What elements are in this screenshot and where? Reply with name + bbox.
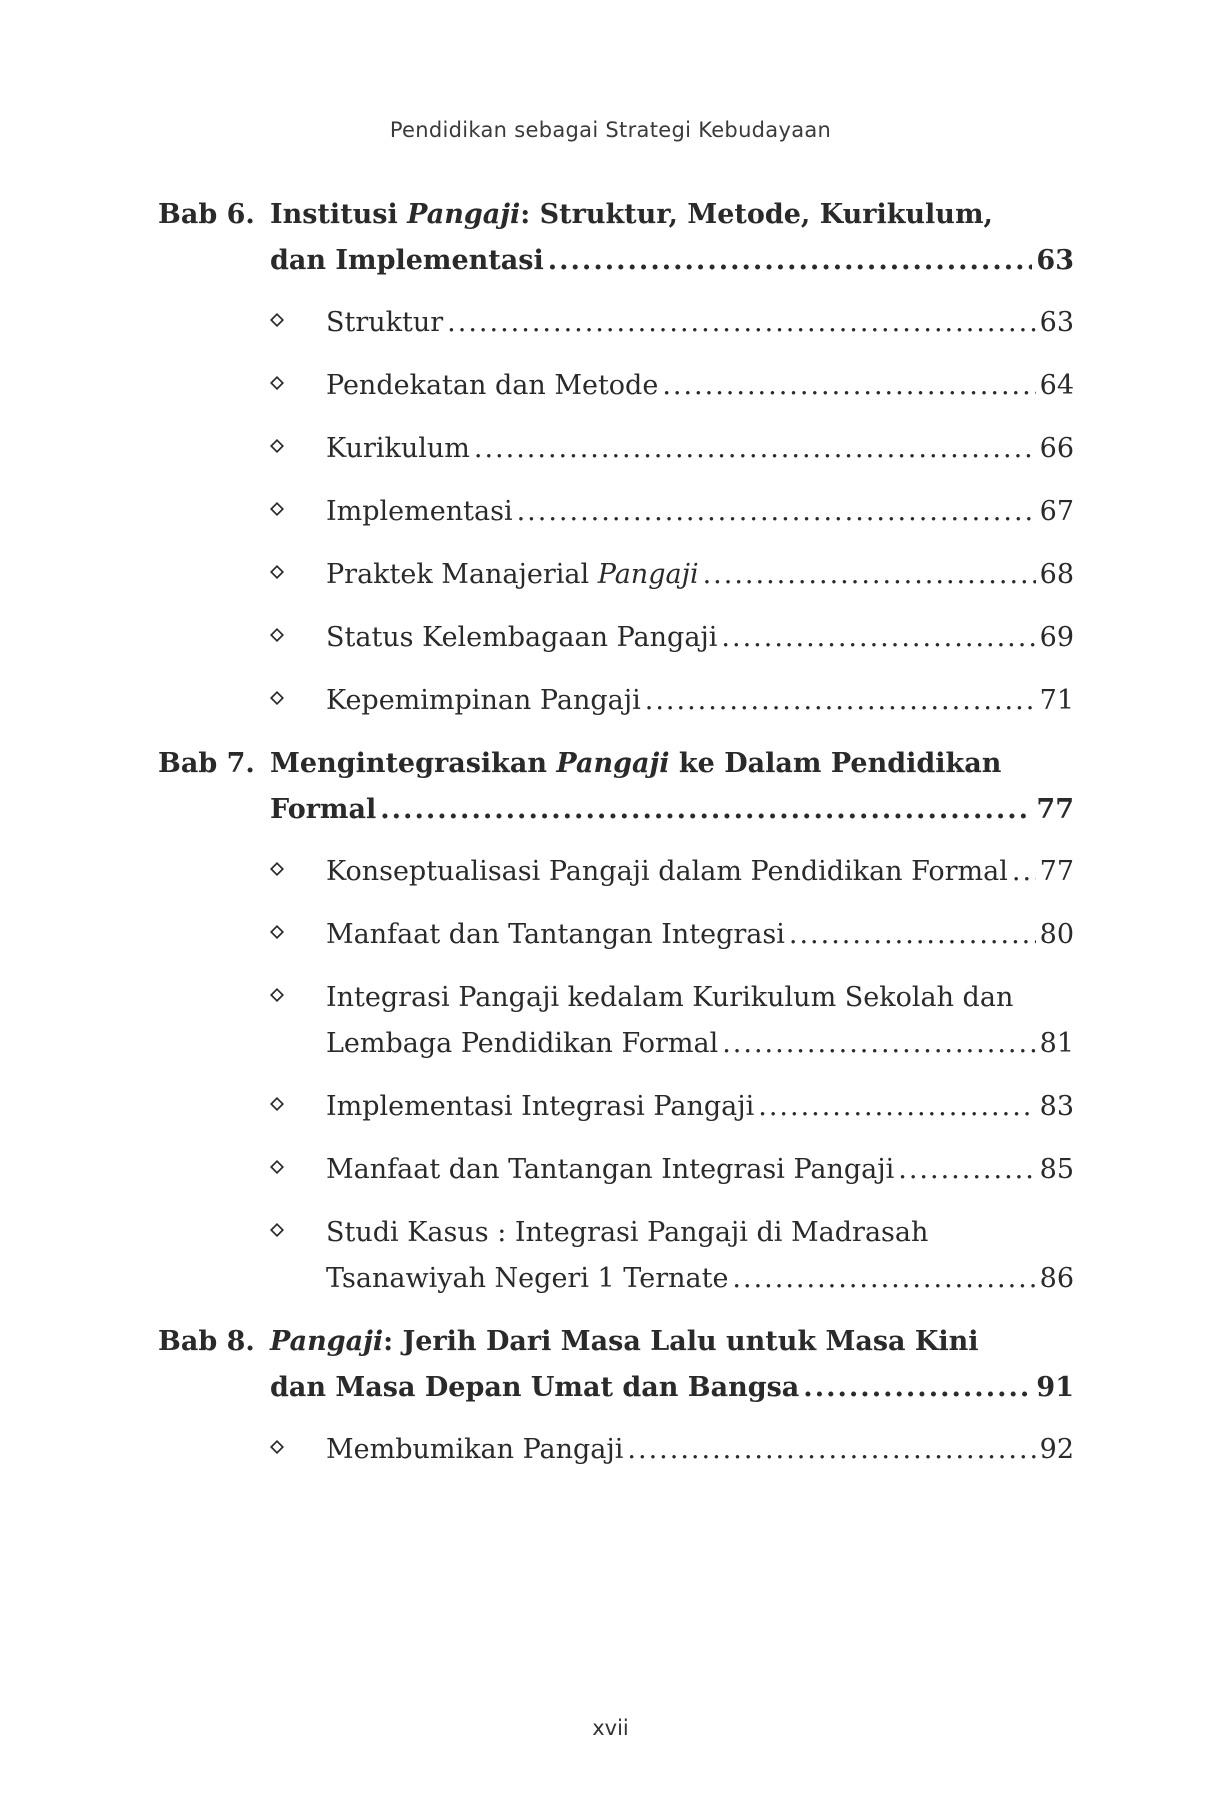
toc-chapter-entry bbox=[158, 741, 1074, 833]
toc-line-title bbox=[326, 363, 658, 409]
dot-leader bbox=[662, 363, 1035, 409]
toc-text-segment: Kepemimpinan Pangaji bbox=[326, 685, 641, 716]
toc-entry-body bbox=[326, 849, 1074, 895]
toc-section-entry bbox=[270, 1427, 1074, 1473]
toc-entry-body bbox=[326, 975, 1074, 1067]
toc-text-segment: Tsanawiyah Negeri 1 Ternate bbox=[326, 1263, 729, 1294]
toc-text-segment: Studi Kasus : Integrasi Pangaji di Madrasah bbox=[326, 1217, 929, 1248]
toc-line-title bbox=[270, 238, 544, 284]
toc-text-segment: dan Masa Depan Umat dan Bangsa bbox=[270, 1372, 800, 1403]
toc-line bbox=[326, 300, 1074, 346]
toc-text-segment: Pangaji bbox=[597, 559, 699, 590]
toc-line-title bbox=[326, 489, 513, 535]
toc-section-entry bbox=[270, 975, 1074, 1067]
toc-text-segment: Kurikulum bbox=[326, 433, 470, 464]
toc-line-title bbox=[270, 787, 376, 833]
toc-text-segment: Pangaji bbox=[270, 1326, 384, 1357]
chapter-number: Bab 7. bbox=[158, 748, 255, 779]
toc-page-number: 71 bbox=[1039, 685, 1074, 716]
toc-entry-body bbox=[326, 1210, 1074, 1302]
toc-page-number: 86 bbox=[1039, 1263, 1074, 1294]
toc-line bbox=[326, 363, 1074, 409]
toc-line-title bbox=[326, 300, 443, 346]
toc-line bbox=[326, 678, 1074, 724]
toc-text-segment: Mengintegrasikan bbox=[270, 748, 557, 779]
toc-line-title bbox=[326, 426, 470, 472]
toc-page-number: 63 bbox=[1036, 245, 1074, 276]
toc-entry-body bbox=[326, 1084, 1074, 1130]
diamond-bullet-icon bbox=[270, 988, 284, 1002]
dot-leader bbox=[789, 912, 1036, 958]
toc-chapter-entry bbox=[158, 192, 1074, 284]
toc-text-segment: Struktur bbox=[326, 307, 444, 338]
chapter-number: Bab 6. bbox=[158, 199, 255, 230]
dot-leader bbox=[803, 1365, 1032, 1411]
diamond-bullet-icon bbox=[270, 502, 284, 516]
dot-leader bbox=[898, 1147, 1035, 1193]
toc-entry-body bbox=[270, 741, 1074, 833]
toc-entry-body bbox=[326, 1147, 1074, 1193]
diamond-bullet-icon bbox=[270, 1097, 284, 1111]
diamond-bullet-icon bbox=[270, 1440, 284, 1454]
toc-section-entry bbox=[270, 678, 1074, 724]
toc-page-number: 91 bbox=[1036, 1372, 1074, 1403]
toc-text-segment: Membumikan Pangaji bbox=[326, 1434, 624, 1465]
toc-page-number: 77 bbox=[1036, 794, 1074, 825]
dot-leader bbox=[721, 615, 1035, 661]
diamond-bullet-icon bbox=[270, 376, 284, 390]
toc-line bbox=[326, 1427, 1074, 1473]
toc-text-segment: Konseptualisasi Pangaji dalam Pendidikan Formal bbox=[326, 856, 1008, 887]
toc-section-entry bbox=[270, 1084, 1074, 1130]
toc-line-title bbox=[326, 552, 699, 598]
toc-line bbox=[326, 615, 1074, 661]
toc-chapter-entry bbox=[158, 1319, 1074, 1411]
toc-line-title bbox=[326, 1210, 928, 1256]
dot-leader bbox=[548, 238, 1033, 284]
toc-line bbox=[326, 912, 1074, 958]
toc-line bbox=[326, 426, 1074, 472]
toc-line bbox=[326, 1256, 1074, 1302]
toc-line bbox=[326, 849, 1074, 895]
toc-section-entry bbox=[270, 489, 1074, 535]
toc-line bbox=[326, 552, 1074, 598]
toc-text-segment: dan Implementasi bbox=[270, 245, 544, 276]
toc-page-number: 67 bbox=[1039, 496, 1074, 527]
chapter-number: Bab 8. bbox=[158, 1326, 255, 1357]
toc-page-number: 77 bbox=[1039, 856, 1074, 887]
toc-text-segment: Pangaji bbox=[556, 748, 670, 779]
toc-entry-body bbox=[326, 426, 1074, 472]
toc-line-title bbox=[270, 192, 993, 238]
toc-line-title bbox=[326, 1084, 754, 1130]
diamond-bullet-icon bbox=[270, 691, 284, 705]
toc-text-segment: Formal bbox=[270, 794, 377, 825]
toc-line-title bbox=[270, 741, 1001, 787]
toc-text-segment: Lembaga Pendidikan Formal bbox=[326, 1028, 719, 1059]
diamond-bullet-icon bbox=[270, 1160, 284, 1174]
toc-line-title bbox=[270, 1365, 799, 1411]
toc-line bbox=[326, 489, 1074, 535]
toc-line bbox=[326, 975, 1074, 1021]
toc-line-title bbox=[326, 912, 785, 958]
toc-line-title bbox=[326, 1021, 718, 1067]
dot-leader bbox=[517, 489, 1036, 535]
toc-section-entry bbox=[270, 1147, 1074, 1193]
page-number: xvii bbox=[592, 1716, 629, 1740]
toc-page-number: 81 bbox=[1039, 1028, 1074, 1059]
toc-section-entry bbox=[270, 1210, 1074, 1302]
toc-text-segment: Status Kelembagaan Pangaji bbox=[326, 622, 718, 653]
diamond-bullet-icon bbox=[270, 628, 284, 642]
toc-line bbox=[270, 192, 1074, 238]
toc-line bbox=[326, 1084, 1074, 1130]
toc-text-segment: Integrasi Pangaji kedalam Kurikulum Sekolah dan bbox=[326, 982, 1014, 1013]
toc-page-number: 66 bbox=[1039, 433, 1074, 464]
toc-text-segment: Manfaat dan Tantangan Integrasi bbox=[326, 919, 785, 950]
table-of-contents bbox=[158, 192, 1074, 1490]
dot-leader bbox=[380, 787, 1032, 833]
toc-section-entry bbox=[270, 426, 1074, 472]
toc-text-segment: ke Dalam Pendidikan bbox=[669, 748, 1002, 779]
toc-line-title bbox=[326, 849, 1008, 895]
toc-section-entry bbox=[270, 849, 1074, 895]
toc-page-number: 64 bbox=[1039, 370, 1074, 401]
dot-leader bbox=[722, 1021, 1035, 1067]
toc-line bbox=[326, 1210, 1074, 1256]
toc-entry-body bbox=[326, 552, 1074, 598]
running-head: Pendidikan sebagai Strategi Kebudayaan bbox=[389, 118, 832, 142]
toc-section-entry bbox=[270, 363, 1074, 409]
toc-entry-body bbox=[270, 192, 1074, 284]
toc-page-number: 80 bbox=[1039, 919, 1074, 950]
dot-leader bbox=[1012, 849, 1036, 895]
toc-line-title bbox=[326, 975, 1013, 1021]
toc-entry-body bbox=[326, 363, 1074, 409]
toc-line bbox=[270, 787, 1074, 833]
diamond-bullet-icon bbox=[270, 313, 284, 327]
toc-line bbox=[270, 238, 1074, 284]
toc-section-entry bbox=[270, 552, 1074, 598]
dot-leader bbox=[703, 552, 1036, 598]
toc-entry-body bbox=[326, 912, 1074, 958]
toc-text-segment: Institusi bbox=[270, 199, 408, 230]
toc-page-number: 83 bbox=[1039, 1091, 1074, 1122]
dot-leader bbox=[758, 1084, 1035, 1130]
dot-leader bbox=[474, 426, 1036, 472]
toc-entry-body bbox=[326, 678, 1074, 724]
toc-text-segment: Pangaji bbox=[407, 199, 521, 230]
toc-text-segment: : Struktur, Metode, Kurikulum, bbox=[520, 199, 993, 230]
toc-line-title bbox=[326, 615, 717, 661]
toc-text-segment: : Jerih Dari Masa Lalu untuk Masa Kini bbox=[383, 1326, 979, 1357]
toc-line bbox=[270, 1365, 1074, 1411]
toc-line bbox=[270, 741, 1074, 787]
toc-entry-body bbox=[326, 615, 1074, 661]
toc-page-number: 63 bbox=[1039, 307, 1074, 338]
toc-page-number: 69 bbox=[1039, 622, 1074, 653]
diamond-bullet-icon bbox=[270, 1223, 284, 1237]
toc-line bbox=[326, 1147, 1074, 1193]
toc-page-number: 92 bbox=[1039, 1434, 1074, 1465]
dot-leader bbox=[732, 1256, 1035, 1302]
dot-leader bbox=[447, 300, 1035, 346]
diamond-bullet-icon bbox=[270, 439, 284, 453]
toc-text-segment: Manfaat dan Tantangan Integrasi Pangaji bbox=[326, 1154, 895, 1185]
toc-section-entry bbox=[270, 615, 1074, 661]
diamond-bullet-icon bbox=[270, 565, 284, 579]
toc-text-segment: Pendekatan dan Metode bbox=[326, 370, 659, 401]
dot-leader bbox=[645, 678, 1036, 724]
toc-entry-body bbox=[270, 1319, 1074, 1411]
toc-section-entry bbox=[270, 912, 1074, 958]
toc-line-title bbox=[326, 678, 641, 724]
diamond-bullet-icon bbox=[270, 925, 284, 939]
toc-page-number: 85 bbox=[1039, 1154, 1074, 1185]
toc-line-title bbox=[326, 1147, 894, 1193]
toc-line-title bbox=[326, 1256, 728, 1302]
toc-line bbox=[326, 1021, 1074, 1067]
toc-entry-body bbox=[326, 300, 1074, 346]
dot-leader bbox=[627, 1427, 1035, 1473]
toc-line-title bbox=[270, 1319, 979, 1365]
toc-text-segment: Implementasi Integrasi Pangaji bbox=[326, 1091, 755, 1122]
toc-line bbox=[270, 1319, 1074, 1365]
toc-entry-body bbox=[326, 1427, 1074, 1473]
toc-line-title bbox=[326, 1427, 623, 1473]
toc-page-number: 68 bbox=[1039, 559, 1074, 590]
diamond-bullet-icon bbox=[270, 862, 284, 876]
toc-section-entry bbox=[270, 300, 1074, 346]
toc-text-segment: Praktek Manajerial bbox=[326, 559, 598, 590]
toc-entry-body bbox=[326, 489, 1074, 535]
toc-text-segment: Implementasi bbox=[326, 496, 513, 527]
